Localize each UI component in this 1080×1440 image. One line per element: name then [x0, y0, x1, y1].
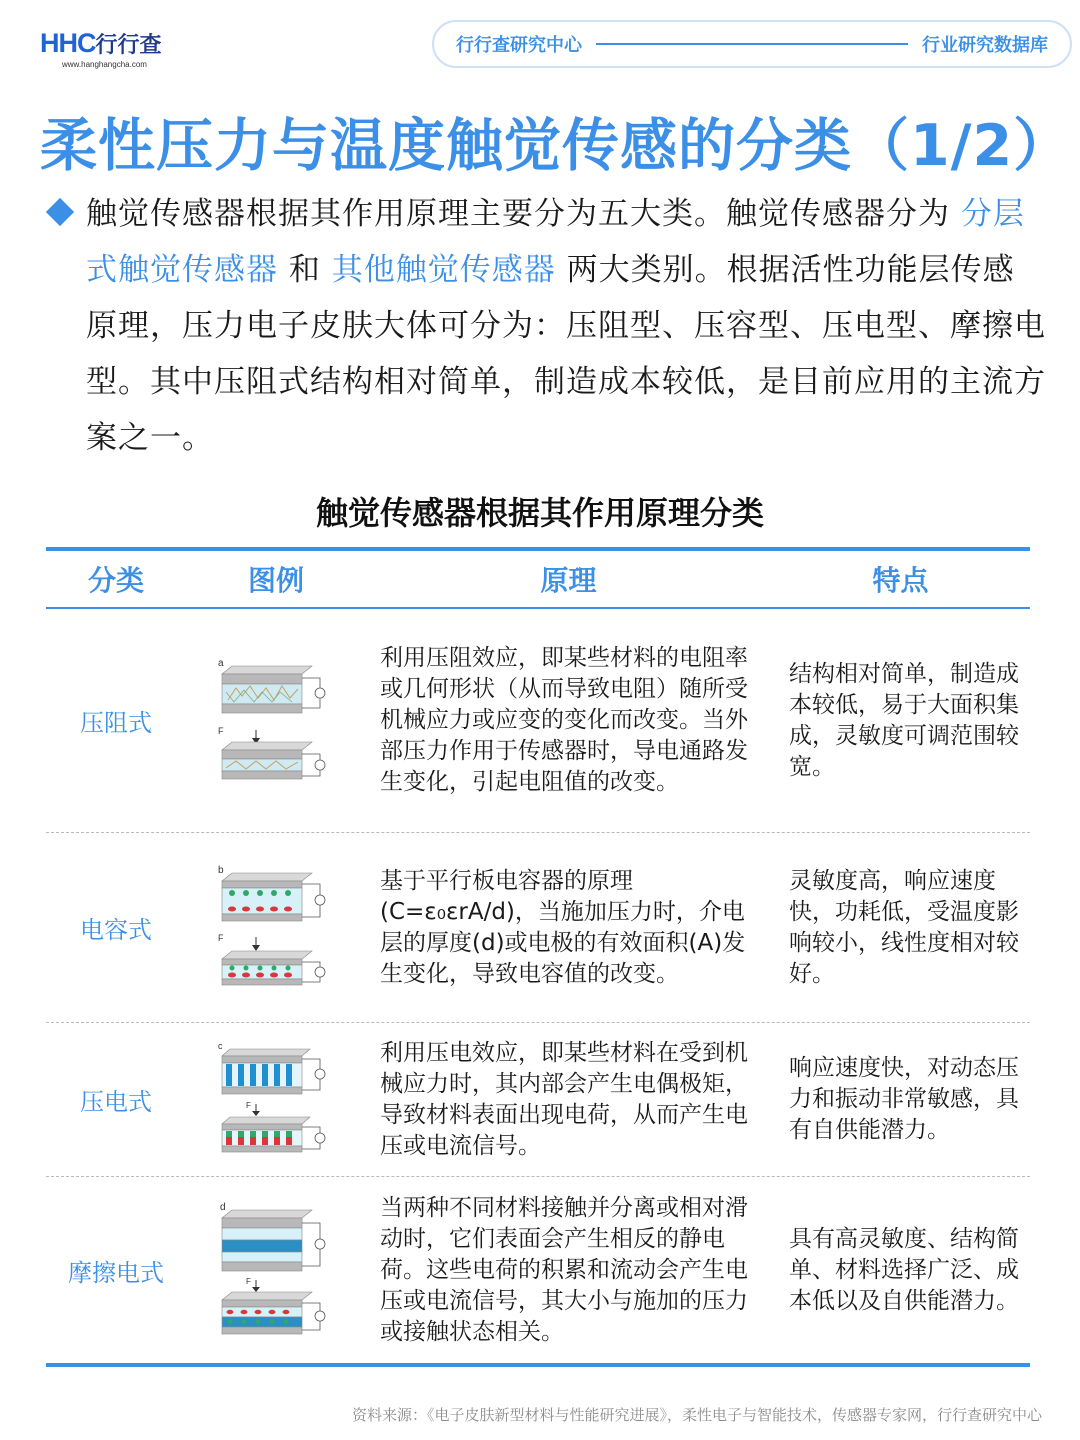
header-principle: 原理	[540, 564, 597, 597]
piezoelectric-diagram-icon	[216, 1040, 336, 1160]
intro-paragraph	[86, 186, 1046, 466]
table-header-row	[46, 551, 1030, 609]
row-principle: 利用压电效应，即某些材料在受到机械应力时，其内部会产生电偶极矩，导致材料表面出现电荷，从而产生电压或电流信号。	[380, 1039, 748, 1159]
intro-part1: 触觉传感器根据其作用原理主要分为五大类。触觉传感器分为	[86, 196, 961, 232]
header-category: 分类	[87, 564, 144, 597]
table-title: 触觉传感器根据其作用原理分类	[315, 494, 764, 532]
row-features: 响应速度快，对动态压力和振动非常敏感，具有自供能潜力。	[789, 1055, 1019, 1143]
fig-label-top: a	[218, 657, 224, 669]
table-row-piezoresistive	[46, 609, 1030, 833]
intro-highlight2: 其他触觉传感器	[331, 252, 556, 288]
row-figure	[186, 1040, 366, 1160]
table-row-capacitive	[46, 833, 1030, 1023]
fig-label-top: c	[218, 1040, 223, 1051]
logo-mark	[40, 28, 190, 59]
capacitive-diagram-icon	[216, 863, 336, 993]
intro-part3: 两大类别。根据活性功能层传感原理，压力电子皮肤大体可分为：压阻型、压容型、压电型、摩擦电型。其中压阻式结构相对简单，制造成本较低，是目前应用的主流方案之一。	[86, 252, 1046, 456]
header-left-label: 行行查研究中心	[456, 35, 582, 56]
table-row-triboelectric	[46, 1177, 1030, 1363]
intro-block	[46, 186, 1046, 466]
fig-label-top: b	[218, 864, 224, 876]
fig-label-bottom: F	[218, 932, 224, 943]
row-features: 灵敏度高，响应速度快，功耗低，受温度影响较小，线性度相对较好。	[789, 867, 1019, 987]
header-divider	[596, 43, 908, 45]
row-category: 压电式	[80, 1088, 152, 1116]
header-figure: 图例	[247, 564, 304, 597]
row-figure	[186, 656, 366, 786]
intro-highlight1: 分层式触觉传感器	[86, 196, 1025, 288]
logo-cn: 行行查	[95, 33, 162, 58]
row-category: 电容式	[80, 916, 152, 944]
header-features: 特点	[872, 564, 929, 597]
row-category: 摩擦电式	[68, 1258, 164, 1287]
row-category: 压阻式	[80, 709, 152, 737]
header-banner	[432, 20, 1072, 68]
row-principle: 基于平行板电容器的原理 (C=ε₀εrA/d)，当施加压力时，介电层的厚度(d)或电极的有效面积(A)发生变化，导致电容值的改变。	[380, 867, 746, 987]
triboelectric-diagram-icon	[216, 1200, 336, 1340]
fig-label-bottom: F	[246, 1100, 251, 1110]
fig-label-bottom: F	[246, 1277, 251, 1286]
logo-text: HHC	[40, 28, 96, 58]
brand-logo	[40, 28, 190, 74]
row-principle: 当两种不同材料接触并分离或相对滑动时，它们表面会产生相反的静电荷。这些电荷的积累和流动会产生电压或电流信号，其大小与施加的压力或接触状态相关。	[380, 1194, 748, 1345]
fig-label-bottom: F	[218, 725, 224, 736]
piezoresistive-diagram-icon	[216, 656, 336, 786]
source-note: 资料来源：《电子皮肤新型材料与性能研究进展》，柔性电子与智能技术，传感器专家网，行行查研究中心	[351, 1406, 1042, 1424]
row-principle: 利用压阻效应，即某些材料的电阻率或几何形状（从而导致电阻）随所受机械应力或应变的变化而改变。当外部压力作用于传感器时，导电通路发生变化，引起电阻值的改变。	[380, 645, 748, 795]
row-figure	[186, 1200, 366, 1340]
classification-table	[46, 547, 1030, 1367]
bullet-diamond-icon	[46, 198, 74, 226]
header-right-label: 行业研究数据库	[922, 35, 1048, 56]
intro-part2: 和	[278, 252, 332, 288]
table-bottom-rule	[46, 1363, 1030, 1367]
row-features: 结构相对简单，制造成本较低，易于大面积集成，灵敏度可调范围较宽。	[789, 660, 1019, 780]
row-figure	[186, 863, 366, 993]
fig-label-top: d	[220, 1202, 226, 1213]
table-row-piezoelectric	[46, 1023, 1030, 1177]
row-features: 具有高灵敏度、结构简单、材料选择广泛、成本低以及自供能潜力。	[789, 1225, 1019, 1314]
logo-url: www.hanghangcha.com	[62, 60, 147, 69]
page-title: 柔性压力与温度触觉传感的分类（1/2）	[40, 113, 1072, 179]
